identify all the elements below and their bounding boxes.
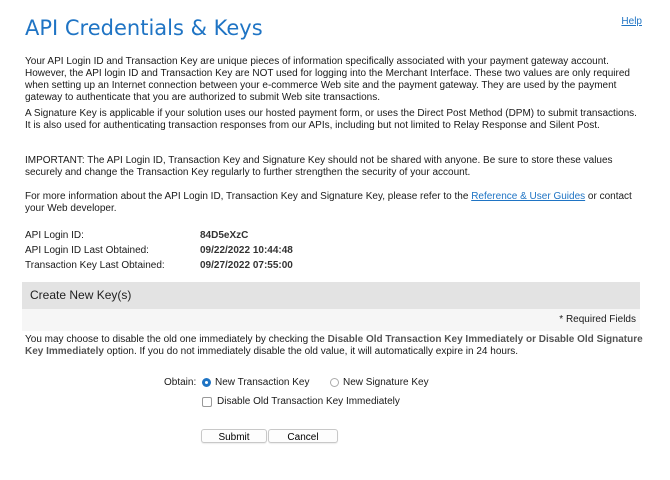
intro-paragraph: Your API Login ID and Transaction Key are unique pieces of information specifically associated with your payment gateway account. However, the API login ID and Transaction Key are NOT used for logging into the Merchant Interface. These two values are only required when setting up an Internet connection between your e-commerce Web site and the payment gateway. They are used by the payment gateway to authenticate that you are authorized to submit Web site transactions. bbox=[25, 56, 630, 103]
cancel-button[interactable]: Cancel bbox=[268, 429, 338, 443]
credential-row bbox=[25, 228, 293, 243]
signature-key-paragraph: A Signature Key is applicable if your solution uses our hosted payment form, or uses the Direct Post Method (DPM) to submit transactions. It is also used for authenticating transaction responses from our APIs, including but not limited to Relay Response and Silent Post. bbox=[25, 108, 637, 131]
credential-label: Transaction Key Last Obtained: bbox=[25, 260, 165, 271]
page-title: API Credentials & Keys bbox=[25, 16, 263, 40]
credential-value: 09/22/2022 10:44:48 bbox=[200, 245, 293, 256]
radio-new-transaction-key[interactable] bbox=[202, 377, 310, 388]
obtain-label: Obtain: bbox=[164, 377, 197, 388]
radio-signature-label: New Signature Key bbox=[343, 377, 429, 388]
disable-old-description bbox=[25, 334, 643, 358]
more-info-paragraph bbox=[25, 191, 643, 215]
credential-row bbox=[25, 243, 293, 258]
important-paragraph: IMPORTANT: The API Login ID, Transaction Key and Signature Key should not be shared with anyone. Be sure to store these values securely and change the Transaction Key regularly to further strengthen the security of your account. bbox=[25, 155, 613, 178]
more-info-text-end: or contact your Web developer. bbox=[25, 191, 632, 214]
required-fields-note: * Required Fields bbox=[22, 309, 640, 331]
create-keys-heading: Create New Key(s) bbox=[22, 282, 640, 309]
reference-guides-link[interactable]: Reference & User Guides bbox=[471, 191, 586, 202]
checkbox-icon[interactable] bbox=[202, 397, 212, 407]
more-info-text: For more information about the API Login ID, Transaction Key and Signature Key, please refer to the bbox=[25, 191, 472, 202]
credential-label: API Login ID: bbox=[25, 230, 84, 241]
radio-selected-icon[interactable] bbox=[202, 378, 211, 387]
help-link[interactable]: Help bbox=[621, 16, 642, 27]
radio-unselected-icon[interactable] bbox=[330, 378, 339, 387]
submit-button[interactable]: Submit bbox=[201, 429, 267, 443]
radio-new-signature-key[interactable] bbox=[330, 377, 429, 388]
credential-value: 84D5eXzC bbox=[200, 230, 249, 241]
disable-desc-bold: Disable Old Transaction Key Immediately or Disable Old Signature Key Immediately bbox=[25, 334, 643, 357]
credential-value: 09/27/2022 07:55:00 bbox=[200, 260, 293, 271]
disable-desc-text: You may choose to disable the old one immediately by checking the bbox=[25, 334, 328, 345]
radio-transaction-label: New Transaction Key bbox=[215, 377, 310, 388]
credential-label: API Login ID Last Obtained: bbox=[25, 245, 149, 256]
disable-old-key-checkbox[interactable] bbox=[202, 396, 400, 407]
checkbox-label: Disable Old Transaction Key Immediately bbox=[217, 396, 400, 407]
credential-row bbox=[25, 258, 293, 273]
disable-desc-text-end: option. If you do not immediately disable the old value, it will automatically expire in 24 hours. bbox=[103, 346, 519, 357]
credentials-info bbox=[25, 228, 293, 273]
